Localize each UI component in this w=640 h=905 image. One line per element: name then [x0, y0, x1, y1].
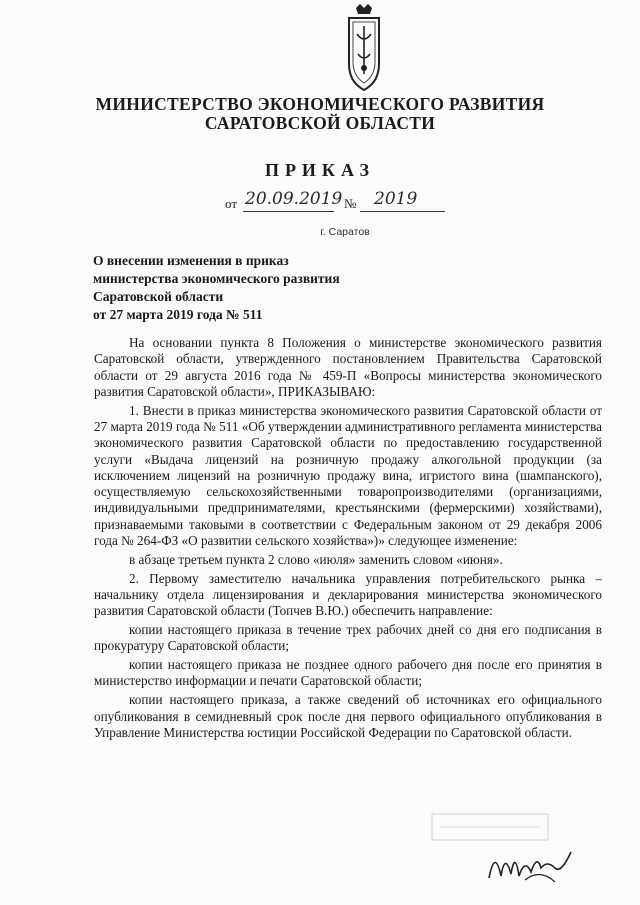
subject-line: от 27 марта 2019 года № 511: [93, 307, 263, 322]
document-body: [94, 335, 602, 741]
item-1-change-paragraph: в абзаце третьем пункта 2 слово «июля» заменить словом «июня».: [129, 551, 503, 567]
ministry-name-line2: САРАТОВСКОЙ ОБЛАСТИ: [204, 113, 436, 133]
handwritten-signature: [485, 838, 575, 888]
coat-of-arms-emblem: [343, 4, 385, 92]
city-label: г. Саратов: [320, 226, 370, 238]
date-underline: [243, 211, 334, 212]
subject-line: министерства экономического развития: [93, 271, 340, 286]
subject-line: Саратовской области: [93, 289, 224, 304]
number-underline: [360, 211, 445, 212]
item-2b-paragraph: копии настоящего приказа не позднее одного рабочего дня после его принятия в министерство информации и печати Саратовской области;: [94, 657, 602, 689]
date-number-line: [225, 189, 485, 214]
item-1-paragraph: 1. Внести в приказ министерства экономического развития Саратовской области от 27 марта 2019 года № 511 «Об утверждении административного регламента министерства экономического развития Саратовской области по предоставлению государственной услуги «Выдача лицензий на розничную продажу алкогольной продукции (за исключением лицензий на розничную продажу вина, игристого вина (шампанского), осуществляемую сельскохозяйственными товаропроизводителями (организациями, индивидуальными предпринимателями, крестьянскими (фермерскими) хозяйствами), признаваемыми таковыми в соответствии с Федеральным законом от 29 декабря 2006 года № 264-ФЗ «О развитии сельского хозяйства»)» следующее изменение:: [94, 402, 602, 549]
item-2c-paragraph: копии настоящего приказа, а также сведений об источниках его официального опубликования в семидневный срок после дня первого официального опубликования в Управление Министерства юстиции Российской Федерации по Саратовской области.: [94, 692, 602, 740]
document-subject: [93, 252, 423, 324]
item-2-paragraph: 2. Первому заместителю начальника управления потребительского рынка – начальнику отдела лицензирования и декларирования министерства экономического развития Саратовской области (Топчев В.Ю.) обеспечить направление:: [94, 570, 602, 619]
ministry-name-line1: МИНИСТЕРСТВО ЭКОНОМИЧЕСКОГО РАЗВИТИЯ: [95, 94, 545, 114]
handwritten-number: 2019: [374, 189, 418, 209]
subject-line: О внесении изменения в приказ: [93, 253, 289, 268]
handwritten-date: 20.09.2019: [245, 189, 343, 209]
document-type-heading: ПРИКАЗ: [264, 160, 376, 180]
item-2a-paragraph: копии настоящего приказа в течение трех рабочих дней со дня его подписания в прокуратуру Саратовской области;: [94, 622, 602, 654]
date-label: от: [225, 196, 238, 211]
preamble-paragraph: На основании пункта 8 Положения о министерстве экономического развития Саратовской области, утвержденного постановлением Правительства Саратовской области от 29 августа 2016 года № 459-П «Вопросы министерства экономического развития Саратовской области», ПРИКАЗЫВАЮ:: [94, 335, 602, 399]
number-label: №: [344, 196, 357, 211]
